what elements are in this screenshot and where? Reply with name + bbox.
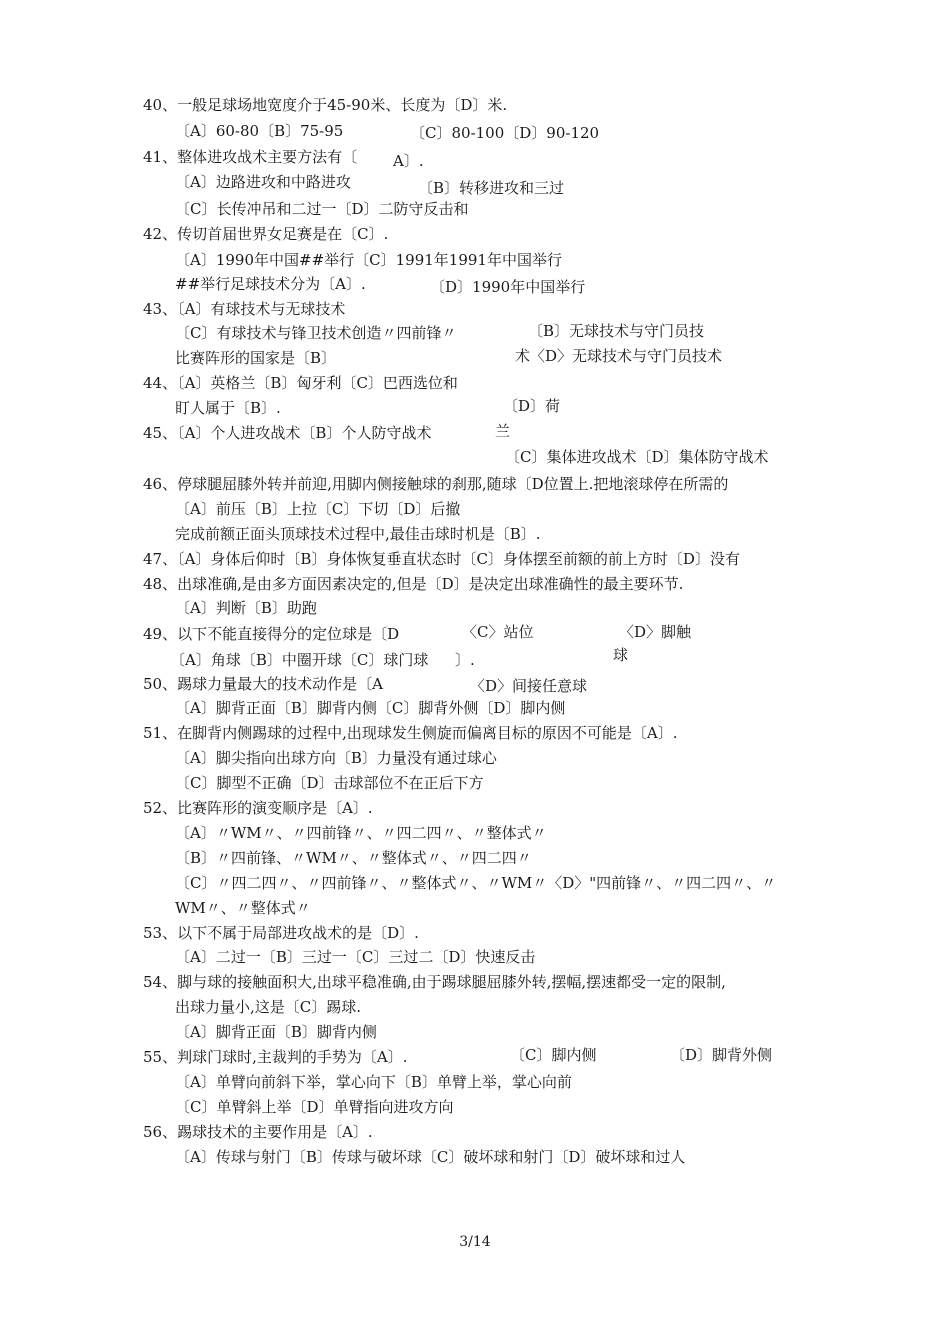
q41-answer: A〕. [393,152,424,170]
q56-options: 〔A〕传球与射门〔B〕传球与破坏球〔C〕破坏球和射门〔D〕破坏球和过人 [175,1148,686,1166]
question-55: 55、判球门球时,主裁判的手势为〔A〕. [143,1048,408,1066]
q52-option-b: 〔B〕〃四前锋、〃WM〃、〃整体式〃、〃四二四〃 [175,849,532,867]
question-47-stem: 完成前额正面头顶球技术过程中,最佳击球时机是〔B〕. [175,525,541,543]
q52-option-cd: 〔C〕〃四二四〃、〃四前锋〃、〃整体式〃、〃WM〃〈D〉"四前锋〃、〃四二四〃、〃 [175,874,777,892]
q54-option-c: 〔C〕脚内侧 [510,1046,597,1064]
question-50: 50、踢球力量最大的技术动作是〔A [143,675,383,693]
q51-options-ab: 〔A〕脚尖指向出球方向〔B〕力量没有通过球心 [175,749,497,767]
question-54: 54、脚与球的接触面积大,出球平稳准确,由于踢球腿屈膝外转,摆幅,摆速都受一定的限制, [143,973,726,991]
question-41: 41、整体进攻战术主要方法有〔 [143,148,358,166]
q54-option-d: 〔D〕脚背外侧 [670,1046,773,1064]
q42-option-d: 〔D〕1990年中国举行 [430,278,586,296]
question-44: 44、〔A〕英格兰〔B〕匈牙利〔C〕巴西选位和 [143,374,458,392]
question-53: 53、以下不属于局部进攻战术的是〔D〕. [143,924,419,942]
q48-option-c: 〈C〉站位 [462,623,534,641]
q41-option-b: 〔B〕转移进攻和三过 [418,179,565,197]
question-47: 47、〔A〕身体后仰时〔B〕身体恢复垂直状态时〔C〕身体摆至前额的前上方时〔D〕没有 [143,550,740,568]
q48-options-ab: 〔A〕判断〔B〕助跑 [175,599,317,617]
question-44-stem: 比赛阵形的国家是〔B〕 [175,349,337,367]
question-51: 51、在脚背内侧踢球的过程中,出现球发生侧旋而偏离目标的原因不可能是〔A〕. [143,724,678,742]
q49-option-d: 〈D〉间接任意球 [470,677,588,695]
q40-options-ab: 〔A〕60-80〔B〕75-95 [175,122,344,140]
q52-option-d-cont: WM〃、〃整体式〃 [175,899,311,917]
question-52: 52、比赛阵形的演变顺序是〔A〕. [143,799,373,817]
question-46: 46、停球腿屈膝外转并前迎,用脚内侧接触球的刹那,随球〔D位置上.把地滚球停在所需的 [143,475,729,493]
question-49: 49、以下不能直接得分的定位球是〔D [143,625,400,643]
question-45: 45、〔A〕个人进攻战术〔B〕个人防守战术 [143,424,432,442]
q48-option-d-cont: 球 [613,646,629,664]
q48-option-d: 〈D〉脚触 [619,623,692,641]
q42-options: 〔A〕1990年中国##举行〔C〕1991年1991年中国举行 [175,251,562,269]
q44-option-d-cont: 兰 [495,422,511,440]
q52-option-a: 〔A〕〃WM〃、〃四前锋〃、〃四二四〃、〃整体式〃 [175,824,547,842]
question-43: 43、〔A〕有球技术与无球技术 [143,300,346,318]
q49-stem-end: 〕. [455,651,475,669]
q51-options-cd: 〔C〕脚型不正确〔D〕击球部位不在正后下方 [175,774,484,792]
q54-options-ab: 〔A〕脚背正面〔B〕脚背内侧 [175,1023,377,1041]
page-number: 3/14 [459,1234,491,1250]
q43-option-c: 〔C〕有球技术与锋卫技术创造〃四前锋〃 [175,324,457,342]
question-48: 48、出球准确,是由多方面因素决定的,但是〔D〕是决定出球准确性的最主要环节. [143,575,684,593]
q55-options-cd: 〔C〕单臂斜上举〔D〕单臂指向进攻方向 [175,1098,454,1116]
question-54-cont: 出球力量小,这是〔C〕踢球. [175,998,362,1016]
q55-options-ab: 〔A〕单臂向前斜下举，掌心向下〔B〕单臂上举，掌心向前 [175,1073,572,1091]
q49-options: 〔A〕角球〔B〕中圈开球〔C〕球门球 [170,651,429,669]
q46-options: 〔A〕前压〔B〕上拉〔C〕下切〔D〕后撤 [175,500,461,518]
q43-option-b: 〔B〕无球技术与守门员技 [528,322,705,340]
q45-options-cd: 〔C〕集体进攻战术〔D〕集体防守战术 [505,448,769,466]
q50-options: 〔A〕脚背正面〔B〕脚背内侧〔C〕脚背外侧〔D〕脚内侧 [175,699,566,717]
question-40: 40、一般足球场地宽度介于45-90米、长度为〔D〕米. [143,96,508,114]
q43-option-d: 术〈D〉无球技术与守门员技术 [515,347,723,365]
q41-option-cd: 〔C〕长传冲吊和二过一〔D〕二防守反击和 [175,200,469,218]
q41-option-a: 〔A〕边路进攻和中路进攻 [175,173,351,191]
question-42: 42、传切首届世界女足赛是在〔C〕. [143,225,389,243]
q40-options-cd: 〔C〕80-100〔D〕90-120 [410,124,600,142]
question-43-stem: ##举行足球技术分为〔A〕. [175,275,366,293]
question-45-stem: 盯人属于〔B〕. [175,399,281,417]
question-56: 56、踢球技术的主要作用是〔A〕. [143,1123,373,1141]
q53-options: 〔A〕二过一〔B〕三过一〔C〕三过二〔D〕快速反击 [175,948,536,966]
q44-option-d: 〔D〕荷 [503,397,561,415]
